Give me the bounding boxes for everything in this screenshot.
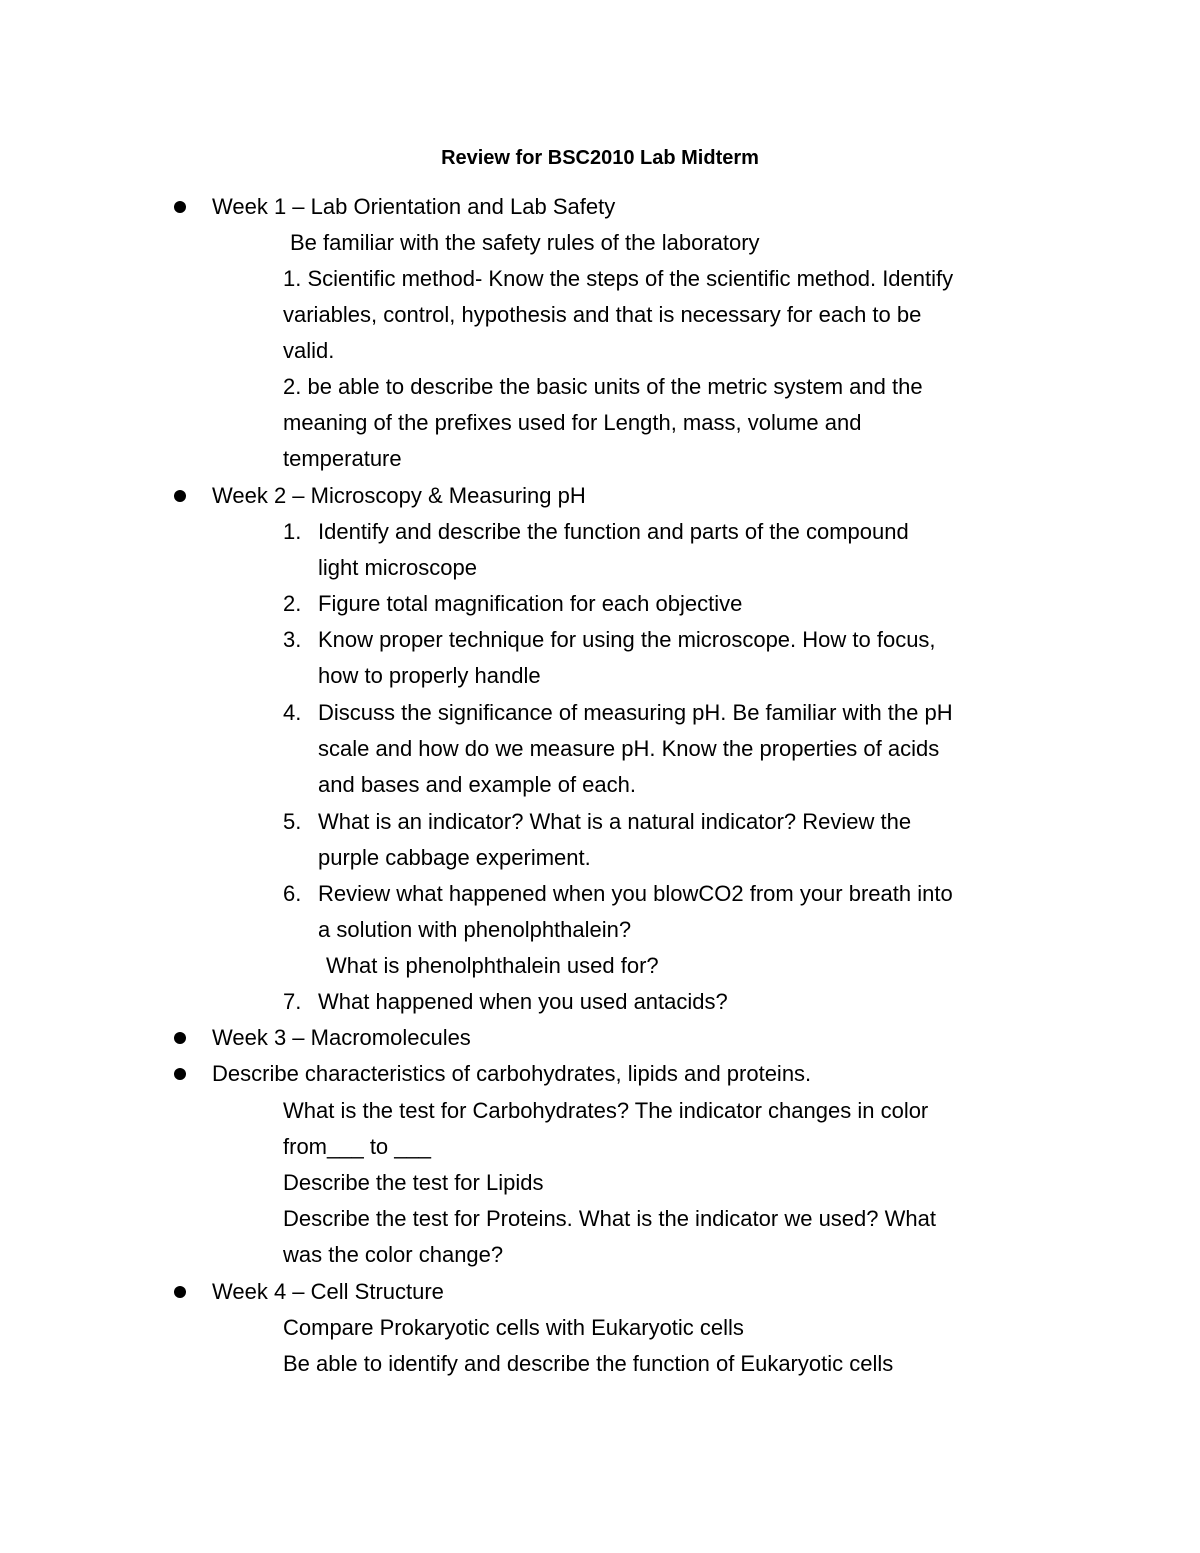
week2-item7-number: 7. [283, 989, 302, 1014]
week3-describe-line: Describe characteristics of carbohydrates, lipids and proteins. [212, 1061, 812, 1086]
week3-line: was the color change? [283, 1242, 504, 1267]
week1-item2-line: temperature [283, 446, 402, 471]
bullet-icon [174, 1286, 186, 1298]
week1-item1-line: 1. Scientific method- Know the steps of the scientific method. Identify [283, 266, 954, 291]
week2-item3-line: how to properly handle [318, 663, 541, 688]
week3-line: Describe the test for Proteins. What is the indicator we used? What [283, 1206, 936, 1231]
week1-item2-line: 2. be able to describe the basic units of the metric system and the [283, 374, 923, 399]
week1-item1-line: valid. [283, 338, 335, 363]
week2-item4-number: 4. [283, 700, 302, 725]
week2-item4-line: scale and how do we measure pH. Know the properties of acids [318, 736, 940, 761]
week2-item5-line: What is an indicator? What is a natural indicator? Review the [318, 809, 912, 834]
week1-heading: Week 1 – Lab Orientation and Lab Safety [212, 194, 616, 219]
week3-heading: Week 3 – Macromolecules [212, 1025, 471, 1050]
week2-item6-extra-line: What is phenolphthalein used for? [326, 953, 659, 978]
week4-line: Compare Prokaryotic cells with Eukaryotic cells [283, 1315, 744, 1340]
week2-item1-line: light microscope [318, 555, 477, 580]
week2-item4-line: and bases and example of each. [318, 772, 637, 797]
bullet-icon [174, 1068, 186, 1080]
week3-line: from___ to ___ [283, 1134, 431, 1159]
week2-item6-line: a solution with phenolphthalein? [318, 917, 632, 942]
week1-item2-line: meaning of the prefixes used for Length, mass, volume and [283, 410, 862, 435]
week2-heading: Week 2 – Microscopy & Measuring pH [212, 483, 586, 508]
week3-line: What is the test for Carbohydrates? The indicator changes in color [283, 1098, 929, 1123]
week2-item1-line: Identify and describe the function and parts of the compound [318, 519, 909, 544]
week2-item7-line: What happened when you used antacids? [318, 989, 728, 1014]
week2-item4-line: Discuss the significance of measuring pH. Be familiar with the pH [318, 700, 953, 725]
week1-safety-line: Be familiar with the safety rules of the laboratory [290, 230, 760, 255]
document-title: Review for BSC2010 Lab Midterm [441, 147, 759, 169]
week2-item5-number: 5. [283, 809, 302, 834]
week1-item1-line: variables, control, hypothesis and that is necessary for each to be [283, 302, 922, 327]
week2-item1-number: 1. [283, 519, 302, 544]
bullet-icon [174, 490, 186, 502]
week2-item5-line: purple cabbage experiment. [318, 845, 591, 870]
week2-item2-line: Figure total magnification for each objective [318, 591, 743, 616]
week4-heading: Week 4 – Cell Structure [212, 1279, 444, 1304]
bullet-icon [174, 201, 186, 213]
week2-item2-number: 2. [283, 591, 302, 616]
week2-item6-number: 6. [283, 881, 302, 906]
week2-item3-line: Know proper technique for using the microscope. How to focus, [318, 627, 936, 652]
bullet-icon [174, 1032, 186, 1044]
week2-item6-line: Review what happened when you blowCO2 from your breath into [318, 881, 953, 906]
week3-line: Describe the test for Lipids [283, 1170, 544, 1195]
week2-item3-number: 3. [283, 627, 302, 652]
week4-line: Be able to identify and describe the function of Eukaryotic cells [283, 1351, 894, 1376]
